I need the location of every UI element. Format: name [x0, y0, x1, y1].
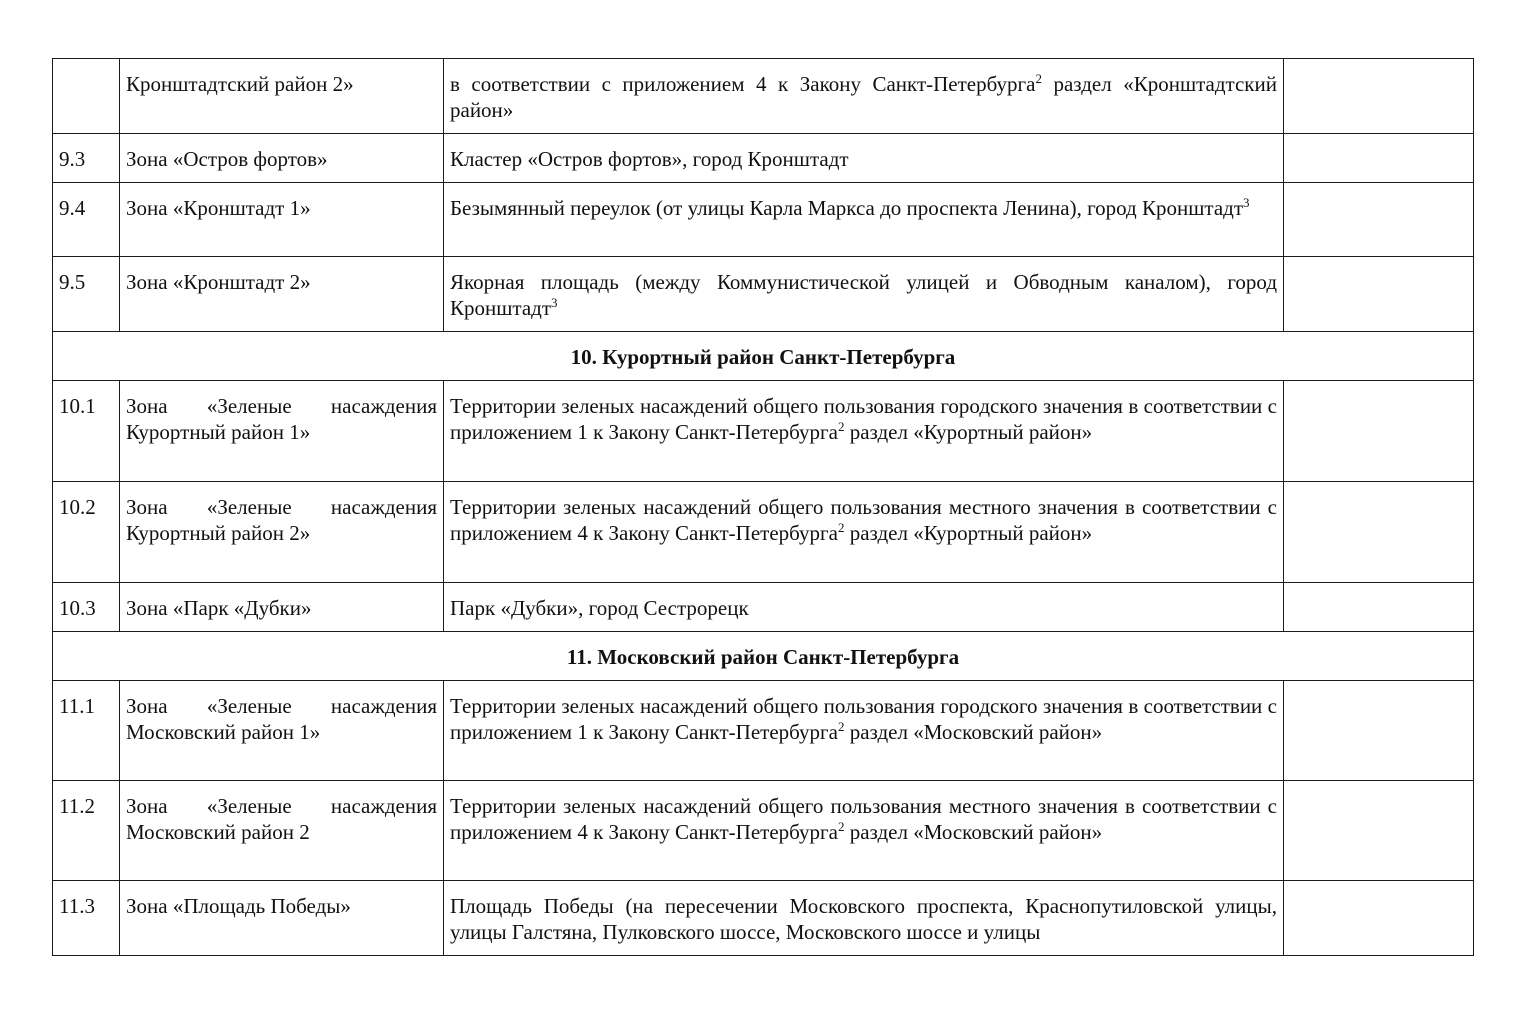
description-text: Территории зеленых насаждений общего пользования городского значения в соответствии с приложением 1 к Закону Санкт-Петербурга [450, 694, 1277, 744]
row-number [53, 59, 120, 134]
description-tail: раздел «Курортный район» [844, 420, 1093, 444]
row-number: 10.2 [53, 482, 120, 583]
description-text: Территории зеленых насаждений общего пользования местного значения в соответствии с приложением 4 к Закону Санкт-Петербурга [450, 495, 1277, 545]
zone-description [444, 381, 1284, 482]
zone-description [444, 134, 1284, 183]
section-header-row [53, 332, 1474, 381]
zone-name: Зона «Площадь Победы» [120, 881, 444, 956]
note-cell [1284, 257, 1474, 332]
table-row [53, 183, 1474, 257]
note-cell [1284, 482, 1474, 583]
description-tail: раздел «Московский район» [844, 820, 1103, 844]
row-number: 10.3 [53, 583, 120, 632]
row-number: 9.3 [53, 134, 120, 183]
zone-name: Зона «Зеленые насаждения Курортный район 2» [120, 482, 444, 583]
description-text: Территории зеленых насаждений общего пользования городского значения в соответствии с приложением 1 к Закону Санкт-Петербурга [450, 394, 1277, 444]
row-number: 10.1 [53, 381, 120, 482]
table-row [53, 257, 1474, 332]
zone-description [444, 59, 1284, 134]
footnote-marker: 2 [837, 520, 845, 535]
zone-description [444, 681, 1284, 781]
note-cell [1284, 381, 1474, 482]
description-text: Безымянный переулок (от улицы Карла Маркса до проспекта Ленина), город Кронштадт [450, 196, 1244, 220]
zone-description [444, 183, 1284, 257]
description-text: Якорная площадь (между Коммунистической улицей и Обводным каналом), город Кронштадт [450, 270, 1277, 320]
table-row [53, 482, 1474, 583]
footnote-marker: 2 [1035, 71, 1042, 86]
description-text: Площадь Победы (на пересечении Московского проспекта, Краснопутиловской улицы, улицы Галстяна, Пулковского шоссе, Московского шоссе и улицы [450, 894, 1277, 944]
zones-table [52, 58, 1474, 956]
description-text: Территории зеленых насаждений общего пользования местного значения в соответствии с приложением 4 к Закону Санкт-Петербурга [450, 794, 1277, 844]
footnote-marker: 2 [837, 719, 845, 734]
section-title: 11. Московский район Санкт-Петербурга [53, 632, 1474, 681]
zone-name: Зона «Кронштадт 2» [120, 257, 444, 332]
section-header-row [53, 632, 1474, 681]
zone-description [444, 781, 1284, 881]
zone-name: Зона «Зеленые насаждения Курортный район 1» [120, 381, 444, 482]
description-tail: раздел «Кронштадтский район» [450, 72, 1277, 122]
footnote-marker: 2 [837, 819, 845, 834]
zone-name: Зона «Зеленые насаждения Московский район 1» [120, 681, 444, 781]
row-number: 11.3 [53, 881, 120, 956]
row-number: 11.1 [53, 681, 120, 781]
zone-description [444, 583, 1284, 632]
footnote-marker: 2 [837, 419, 845, 434]
zone-description [444, 257, 1284, 332]
note-cell [1284, 183, 1474, 257]
description-text: Кластер «Остров фортов», город Кронштадт [450, 147, 849, 171]
zone-name: Зона «Кронштадт 1» [120, 183, 444, 257]
section-title: 10. Курортный район Санкт-Петербурга [53, 332, 1474, 381]
description-text: Парк «Дубки», город Сестрорецк [450, 596, 749, 620]
zone-name: Зона «Остров фортов» [120, 134, 444, 183]
note-cell [1284, 59, 1474, 134]
zone-name: Зона «Зеленые насаждения Московский район 2 [120, 781, 444, 881]
zone-name: Зона «Парк «Дубки» [120, 583, 444, 632]
description-text: в соответствии с приложением 4 к Закону Санкт-Петербурга [450, 72, 1036, 96]
row-number: 9.4 [53, 183, 120, 257]
note-cell [1284, 881, 1474, 956]
row-number: 11.2 [53, 781, 120, 881]
description-tail: раздел «Московский район» [844, 720, 1103, 744]
description-tail: раздел «Курортный район» [844, 521, 1093, 545]
table-row [53, 681, 1474, 781]
footnote-marker: 3 [1243, 195, 1250, 210]
table-row [53, 583, 1474, 632]
note-cell [1284, 681, 1474, 781]
note-cell [1284, 134, 1474, 183]
zone-description [444, 881, 1284, 956]
zones-table-body [53, 59, 1474, 956]
table-row [53, 381, 1474, 482]
table-row [53, 59, 1474, 134]
zone-name: Кронштадтский район 2» [120, 59, 444, 134]
row-number: 9.5 [53, 257, 120, 332]
table-row [53, 781, 1474, 881]
zone-description [444, 482, 1284, 583]
table-row [53, 881, 1474, 956]
note-cell [1284, 583, 1474, 632]
footnote-marker: 3 [551, 295, 558, 310]
note-cell [1284, 781, 1474, 881]
table-row [53, 134, 1474, 183]
